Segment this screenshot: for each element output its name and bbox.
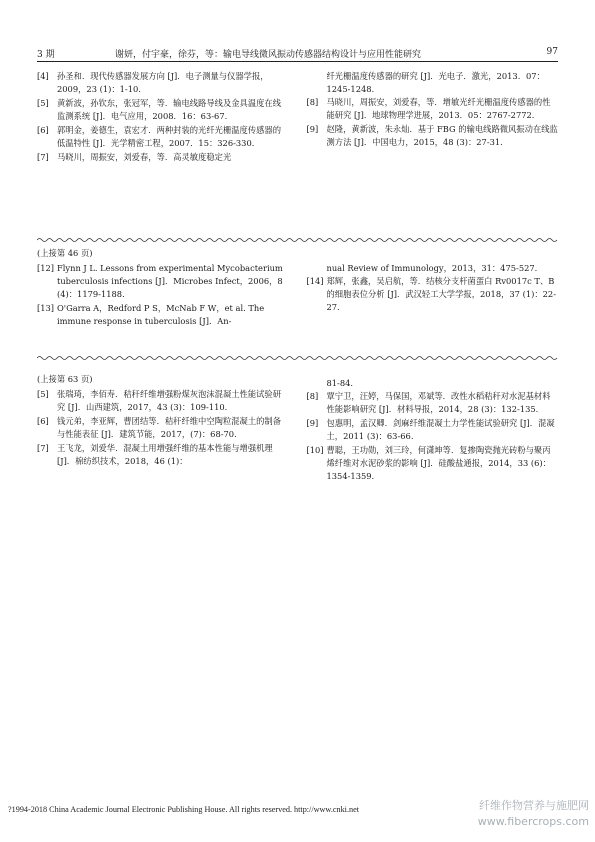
right-column xyxy=(307,247,559,329)
reference-item xyxy=(307,96,559,122)
references-section-2 xyxy=(37,247,558,329)
reference-continuation: 81-84. xyxy=(326,378,354,388)
reference-item xyxy=(37,151,289,164)
reference-text: 王飞龙，刘爱华．混凝土用增强纤维的基本性能与增强机理 [J]．棉纺织技术，2018，46 (1)： xyxy=(57,443,273,466)
continued-from-heading: (上接第 46 页) xyxy=(37,248,93,258)
watermark-line-2: www.fibercrops.com xyxy=(477,815,589,828)
reference-number: [12] xyxy=(37,263,55,273)
reference-item xyxy=(37,124,289,150)
reference-number: [10] xyxy=(306,445,324,455)
reference-item xyxy=(37,415,289,441)
reference-text: 郭明金，姜德生，袁宏才．两种封装的光纤光栅温度传感器的低温特性 [J]．光学精密工程，2007．15：326-330. xyxy=(57,125,282,148)
reference-text: O'Garra A，Redford P S，McNab F W，et al. The immune response in tuberculosis [J]．An- xyxy=(57,303,265,326)
reference-item xyxy=(307,444,559,483)
reference-number: [14] xyxy=(306,276,324,286)
reference-item xyxy=(37,442,289,468)
page-number: 97 xyxy=(546,47,558,57)
reference-item xyxy=(307,417,559,443)
reference-text: 赵隆，黄新波，朱永灿．基于 FBG 的输电线路微风振动在线监测方法 [J]．中国电力，2015，48 (3)：27-31. xyxy=(326,124,558,147)
reference-continuation: nual Review of Immunology，2013，31：475-527. xyxy=(326,263,538,273)
reference-text: 张瑞琦，李佰寿．秸秆纤维增强粉煤灰泡沫混凝土性能试验研究 [J]．山西建筑，2017，43 (3)：109-110. xyxy=(57,389,282,412)
reference-number: [6] xyxy=(37,416,49,426)
reference-number: [8] xyxy=(306,391,319,401)
reference-number: [7] xyxy=(37,152,49,162)
reference-number: [13] xyxy=(37,303,55,313)
copyright-footer: ?1994-2018 China Academic Journal Electronic Publishing House. All rights reserved. http://www.cnki.net xyxy=(8,805,360,814)
watermark-line-1: 纤维作物营养与施肥网 xyxy=(479,799,589,812)
wavy-divider xyxy=(37,237,558,243)
reference-item xyxy=(307,123,559,149)
right-column xyxy=(307,70,559,165)
left-column xyxy=(37,247,289,329)
reference-text: 马晓川，周振安，刘爱春，等．高灵敏度稳定光 xyxy=(57,152,232,162)
reference-text: 孙圣和．现代传感器发展方向 [J]．电子测量与仪器学报，2009，23 (1)：1-10. xyxy=(57,71,269,94)
running-title: 谢妍，付宇豪，徐芬，等：输电导线微风振动传感器结构设计与应用性能研究 xyxy=(115,50,422,60)
reference-number: [9] xyxy=(306,418,319,428)
reference-number: [4] xyxy=(37,71,49,81)
reference-text: 钱元弟，李亚辉，曹团结等．秸秆纤维中空陶粒混凝土的制备与性能表征 [J]．建筑节能，2017，(7)：68-70. xyxy=(57,416,282,439)
reference-number: [5] xyxy=(37,98,49,108)
reference-text: Flynn J L. Lessons from experimental Mycobacterium tuberculosis infections [J]．Microbes Infect，2006，8 (4)：1179-1188. xyxy=(57,263,283,299)
reference-item xyxy=(307,275,559,314)
reference-text: 马晓川，周振安，刘爱春，等．增敏光纤光栅温度传感器的性能研究 [J]．地球物理学进展，2013．05：2767-2772. xyxy=(326,97,551,120)
reference-number: [8] xyxy=(306,97,319,107)
reference-continuation: 纤光栅温度传感器的研究 [J]．光电子．激光，2013．07：1245-1248. xyxy=(326,71,545,94)
right-column xyxy=(307,373,559,484)
reference-text: 包惠明，孟汉卿．剑麻纤维混凝土力学性能试验研究 [J]．混凝土，2011 (3)：63-66. xyxy=(326,418,555,441)
reference-number: [6] xyxy=(37,125,49,135)
references-section-3 xyxy=(37,373,558,484)
reference-text: 黄新波，孙钦东，张冠军，等．输电线路导线及金具温度在线监测系统 [J]．电气应用，2008．16：63-67. xyxy=(57,98,282,121)
left-column xyxy=(37,70,289,165)
reference-item xyxy=(37,97,289,123)
reference-text: 郑辉，张鑫，吴启航，等．结核分支杆菌蛋白 Rv0017c T、B 的细胞表位分析 [J]．武汉轻工大学学报，2018，37 (1)：22-27. xyxy=(326,276,557,312)
site-watermark xyxy=(478,798,589,830)
issue-label: 3 期 xyxy=(37,50,55,60)
reference-item xyxy=(37,70,289,96)
reference-item xyxy=(37,262,289,301)
reference-number: [7] xyxy=(37,443,49,453)
reference-text: 曹聪，王功勋，刘三玲，何潇坤等．复掺陶瓷抛光砖粉与聚丙烯纤维对水泥砂浆的影响 [J]．硅酸盐通报，2014，33 (6)：1354-1359. xyxy=(326,445,551,481)
reference-item xyxy=(37,388,289,414)
continued-from-heading: (上接第 63 页) xyxy=(37,374,93,384)
wavy-divider xyxy=(37,355,558,361)
reference-item xyxy=(307,390,559,416)
reference-text: 覃宁卫，汪婷，马保国，邓斌等．改性水稻秸秆对水泥基材料性能影响研究 [J]．材料导报，2014，28 (3)：132-135. xyxy=(326,391,551,414)
left-column xyxy=(37,373,289,484)
reference-item xyxy=(37,302,289,328)
reference-number: [5] xyxy=(37,389,49,399)
page-header xyxy=(37,47,558,62)
references-section-1 xyxy=(37,70,558,165)
reference-number: [9] xyxy=(306,124,319,134)
